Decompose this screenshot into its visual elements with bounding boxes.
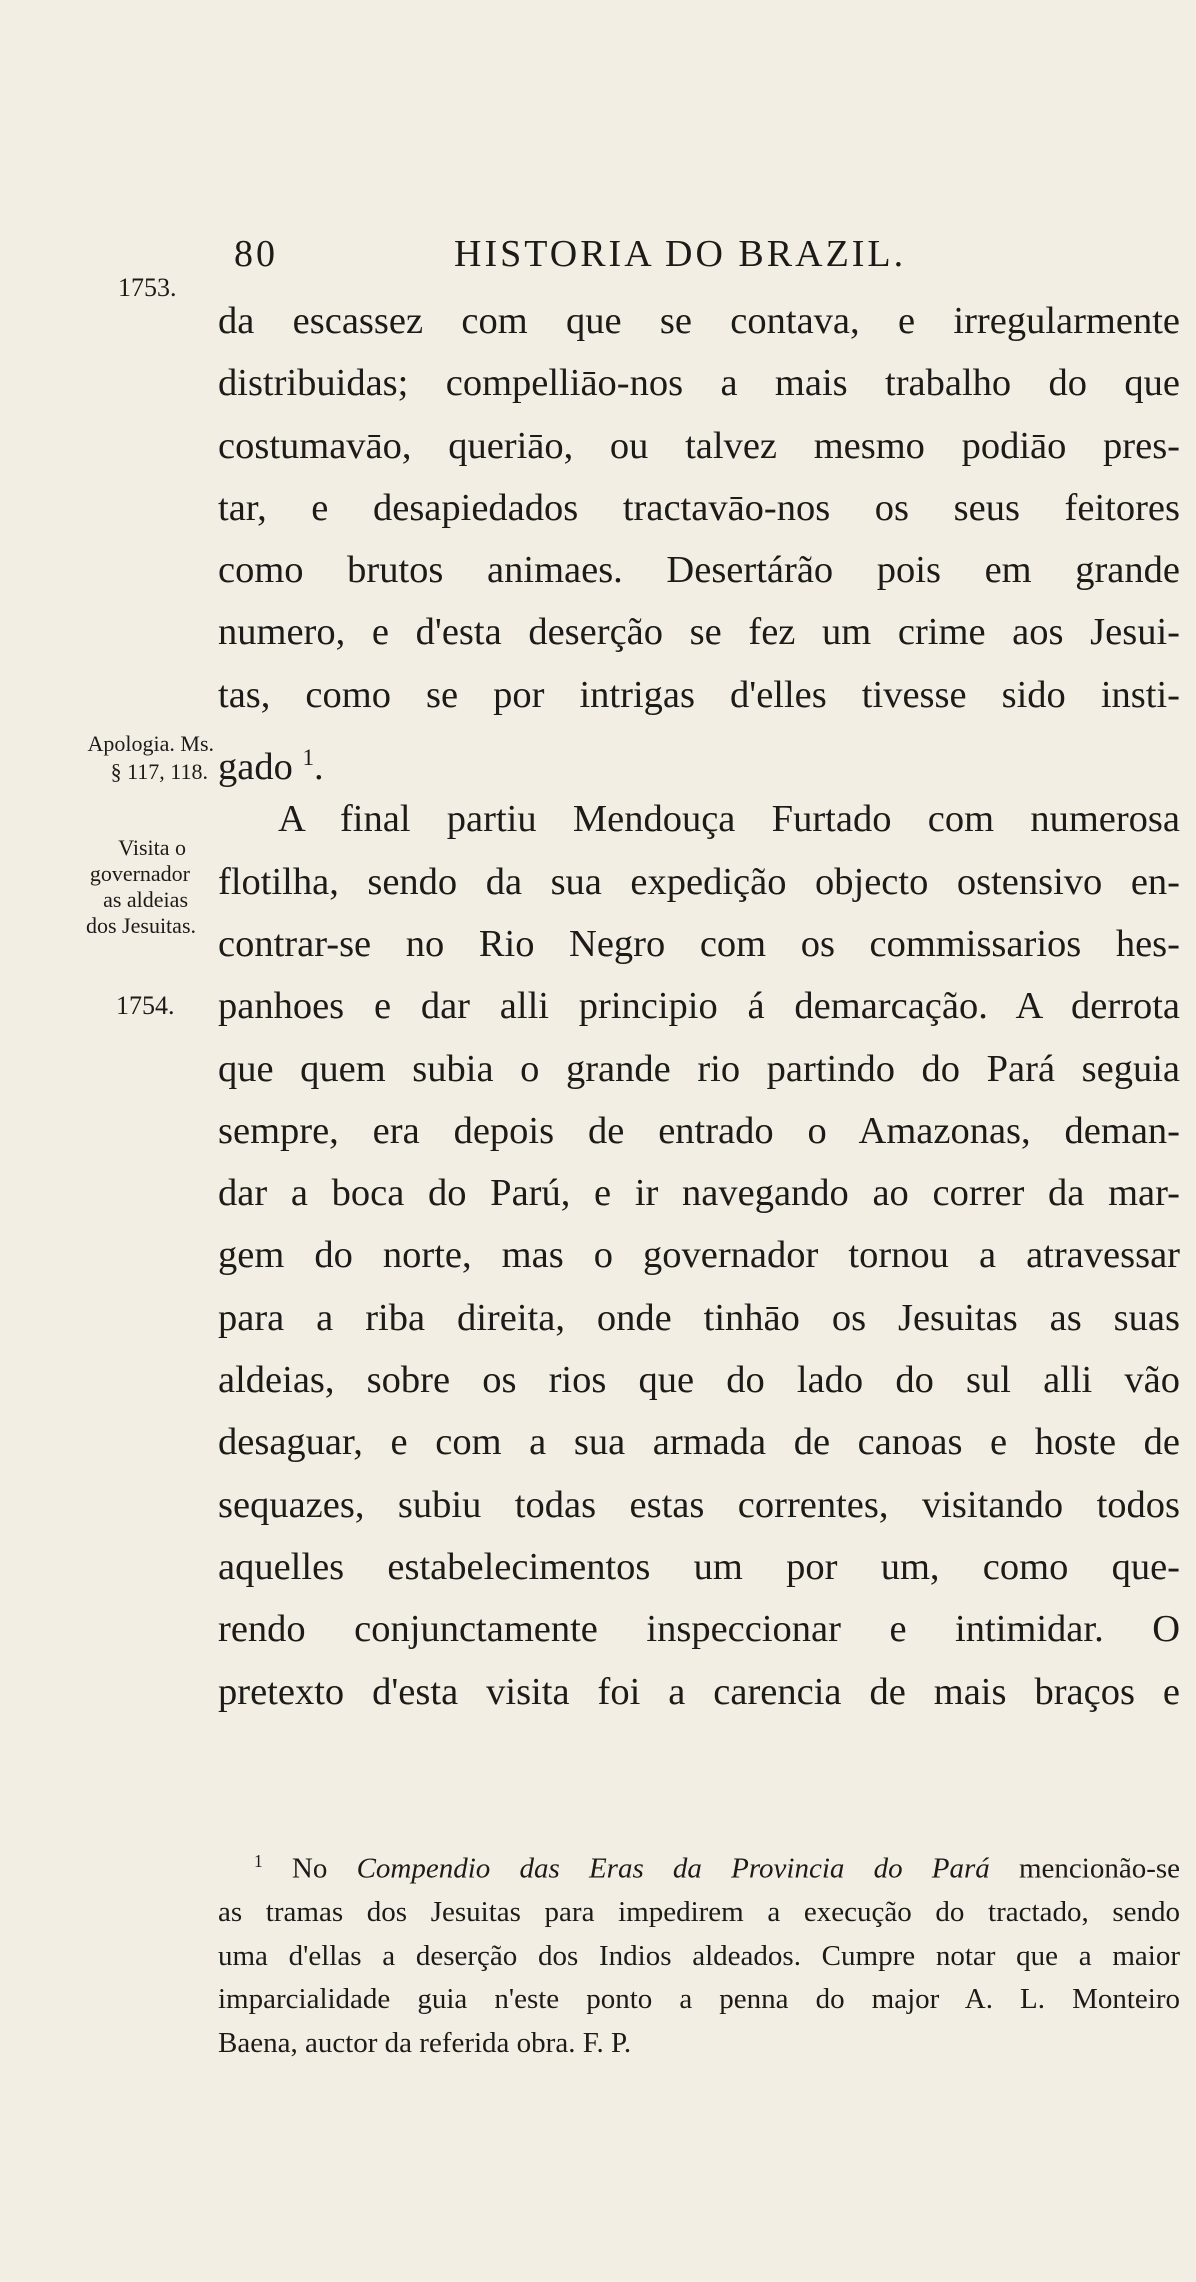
margin-visita-line-4: dos Jesuitas. [86, 913, 196, 938]
page-number: 80 [234, 233, 278, 275]
footnote-line [218, 1840, 1180, 1891]
text-line-last [218, 726, 1180, 788]
margin-visita-line-1: Visita o [118, 835, 186, 860]
text-line: da escassez com que se contava, e irregularmente [218, 300, 1180, 342]
text-line: aquelles estabelecimentos um por um, como que- [218, 1545, 1180, 1588]
text-line: costumavāo, queriāo, ou talvez mesmo podiāo pres- [218, 424, 1180, 467]
paragraph-start: A final partiu Mendouça Furtado com numerosa [278, 798, 1180, 841]
footnote-line: uma d'ellas a deserção dos Indios aldeados. Cumpre notar que a maior [218, 1939, 1180, 1972]
footnote [218, 1840, 1180, 2065]
margin-visita-line-2: governador [89, 861, 190, 886]
footnote-cited-title: Compendio das Eras da Provincia do Pará [356, 1852, 990, 1885]
text-line: rendo conjunctamente inspeccionar e intimidar. O [218, 1608, 1180, 1651]
footnote-reference-period: . [314, 745, 324, 788]
footnote-line: Baena, auctor da referida obra. F. P. [218, 2026, 632, 2059]
text-line: dar a boca do Parú, e ir navegando ao correr da mar- [218, 1172, 1180, 1215]
footnote-marker: 1 [254, 1851, 263, 1871]
running-title: HISTORIA DO BRAZIL. [454, 233, 907, 275]
text-line: pretexto d'esta visita foi a carencia de mais braços e [218, 1670, 1180, 1713]
text-line: aldeias, sobre os rios que do lado do sul alli vão [218, 1359, 1180, 1402]
text-line: para a riba direita, onde tinhāo os Jesuitas as suas [218, 1296, 1180, 1339]
margin-apologia-line-2: § 117, 118. [110, 759, 208, 784]
footnote-line: as tramas dos Jesuitas para impedirem a execução do tractado, sendo [218, 1896, 1180, 1929]
text-line: panhoes e dar alli principio á demarcação. A derrota [218, 985, 1180, 1028]
footnote-lead: No [291, 1852, 328, 1885]
text-line: tar, e desapiedados tractavāo-nos os seus feitores [218, 486, 1180, 529]
footnote-reference: 1 [302, 744, 315, 771]
margin-apologia-line-1: Apologia. Ms. [87, 731, 214, 756]
text-line: numero, e d'esta deserção se fez um crime aos Jesui- [218, 611, 1180, 654]
margin-year-1753: 1753. [118, 273, 177, 302]
text-line: contrar-se no Rio Negro com os commissarios hes- [218, 922, 1180, 965]
text-line: flotilha, sendo da sua expedição objecto ostensivo en- [218, 860, 1180, 903]
text-line: tas, como se por intrigas d'elles tivesse sido insti- [218, 673, 1180, 716]
margin-visita-line-3: as aldeias [103, 887, 188, 912]
footnote-line: imparcialidade guia n'este ponto a penna do major A. L. Monteiro [218, 1983, 1180, 2016]
text-line: gem do norte, mas o governador tornou a atravessar [218, 1234, 1180, 1277]
text-line-content: gado [218, 745, 293, 788]
text-line: que quem subia o grande rio partindo do Pará seguia [218, 1047, 1180, 1090]
main-text [218, 290, 1180, 1723]
text-line: como brutos animaes. Desertárão pois em grande [218, 549, 1180, 592]
margin-year-1754: 1754. [116, 991, 175, 1020]
text-line: sempre, era depois de entrado o Amazonas, deman- [218, 1109, 1180, 1152]
footnote-line-rest: mencionão-se [1018, 1852, 1181, 1885]
text-line: sequazes, subiu todas estas correntes, visitando todos [218, 1483, 1180, 1526]
text-line: desaguar, e com a sua armada de canoas e hoste de [218, 1421, 1180, 1464]
text-line: distribuidas; compelliāo-nos a mais trabalho do que [218, 362, 1180, 405]
